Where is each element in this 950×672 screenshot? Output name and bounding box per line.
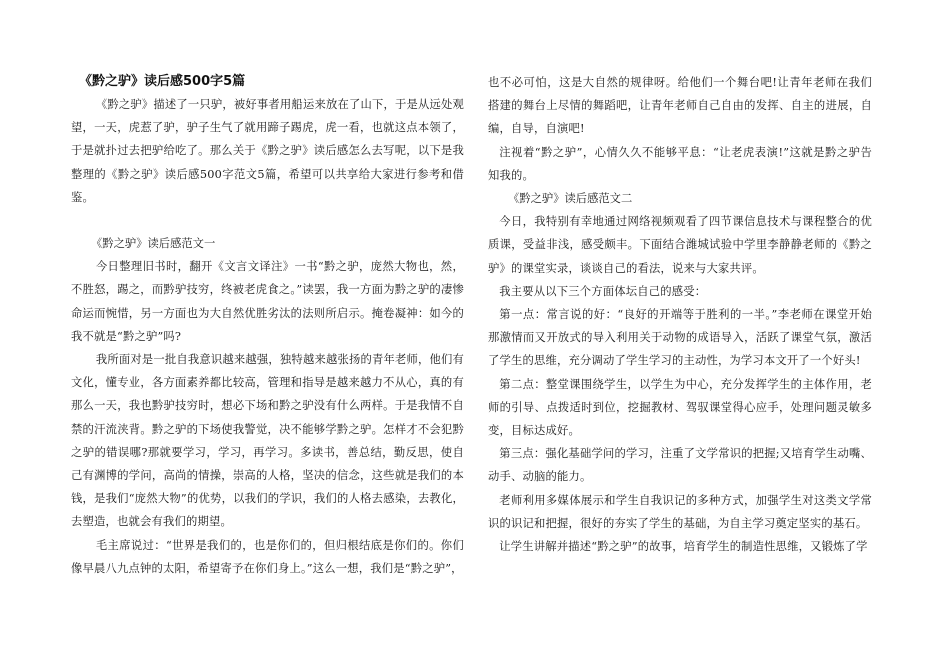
right-column [488,71,872,558]
section-one-paragraph-3-continued: 也不必可怕，这是大自然的规律呀。给他们一个舞台吧!让青年老师在我们搭建的舞台上尽情的舞蹈吧，让青年老师自己自由的发挥、自主的进展，自编，自导，自演吧! [488,76,872,136]
document-title: 《黔之驴》读后感500字5篇 [79,74,246,89]
section-one-paragraph-1: 今日整理旧书时，翻开《文言文译注》一书“黔之驴，庞然大物也，然，不胜怒，踢之，而黔驴技穷，终被老虎食之。”读罢，我一方面为黔之驴的凄惨命运而惋惜，另一方面也为大自然优胜劣汰的法则所启示。掩卷凝神：如今的我不就是“黔之驴”吗? [71,260,464,343]
left-column [71,71,464,580]
section-two-point-3: 第三点：强化基础学问的学习，注重了文学常识的把握;又培育学生动嘴、动手、动脑的能力。 [488,447,872,484]
intro-paragraph: 《黔之驴》描述了一只驴，被好事者用船运来放在了山下，于是从远处观望，一天，虎惹了驴，驴子生气了就用蹄子踢虎，虎一看，也就这点本领了，于是就扑过去把驴给吃了。那么关于《黔之驴》读后感怎么去写呢，以下是我整理的《黔之驴》读后感500字范文5篇，希望可以共享给大家进行参考和借鉴。 [71,98,464,204]
section-one-paragraph-3: 毛主席说过：“世界是我们的，也是你们的，但归根结底是你们的。你们像早晨八九点钟的太阳，希望寄予在你们身上。”这么一想，我们是“黔之驴”， [71,538,464,575]
section-two-paragraph-1: 今日，我特别有幸地通过网络视频观看了四节课信息技术与课程整合的优质课，受益非浅，感受颇丰。下面结合潍城试验中学里李静静老师的《黔之驴》的课堂实录，谈谈自己的看法，说来与大家共评。 [488,215,872,275]
section-two-paragraph-2: 我主要从以下三个方面体坛自己的感受： [499,284,707,298]
section-two-point-2: 第二点：整堂课围绕学生，以学生为中心，充分发挥学生的主体作用，老师的引导、点拨适时到位，挖掘教材、驾驭课堂得心应手，处理问题灵敏多变，目标达成好。 [488,377,872,438]
blank-line [71,209,464,232]
section-one-heading: 《黔之驴》读后感范文一 [91,237,216,251]
section-two-paragraph-3: 老师利用多媒体展示和学生自我识记的多种方式，加强学生对这类文学常识的识记和把握，很好的夯实了学生的基础，为自主学习奠定坚实的基石。 [488,493,872,530]
section-two-heading: 《黔之驴》读后感范文二 [508,192,633,206]
section-one-paragraph-2: 我所面对是一批自我意识越来越强，独特越来越张扬的青年老师，他们有文化，懂专业，各方面素养都比较高，管理和指导是越来越力不从心，真的有那么一天，我也黔驴技穷时，想必下场和黔之驴没有什么两样。于是我情不自禁的汗流浃背。黔之驴的下场使我警觉，决不能够学黔之驴。怎样才不会犯黔之驴的错误哪?那就要学习，学习，再学习。多读书，善总结，勤反思，使自己有渊博的学问，高尚的情操，崇高的人格，坚决的信念，这些就是我们的本钱，是我们“庞然大物”的优势，以我们的学识，我们的人格去感染，去教化，去塑造，也就会有我们的期望。 [71,353,464,529]
section-two-point-1: 第一点：常言说的好：“良好的开端等于胜利的一半。”李老师在课堂开始那激情而又开放式的导入利用关于动物的成语导入，活跃了课堂气氛，激活了学生的思维，充分调动了学生学习的主动性，为学习本文开了一个好头! [488,308,872,368]
section-two-paragraph-4: 让学生讲解并描述“黔之驴”的故事，培育学生的制造性思维，又锻炼了学 [499,540,868,554]
section-one-paragraph-4: 注视着“黔之驴”，心情久久不能够平息：“让老虎表演!”这就是黔之驴告知我的。 [488,145,872,182]
